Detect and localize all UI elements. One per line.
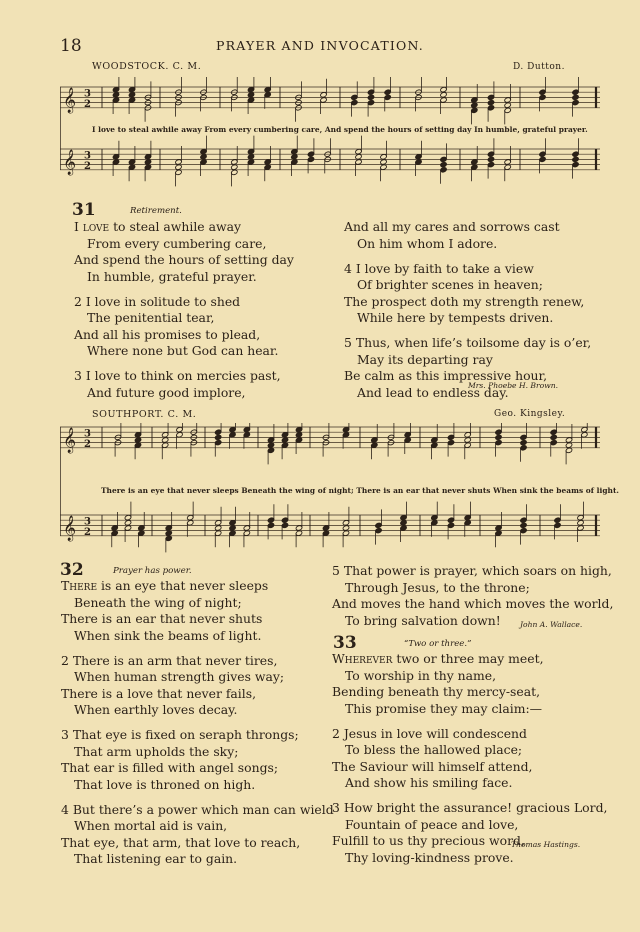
verse-line: This promise they may claim:— xyxy=(345,700,543,716)
lyric-underlay-woodstock: I love to steal awhile away From every cumbering care, And spend the hours of setting day In humble, grateful prayer. xyxy=(92,125,588,134)
hymn-31-right-column xyxy=(344,219,591,401)
verse-line: 4 I love by faith to take a view xyxy=(344,260,534,276)
verse-line: And show his smiling face. xyxy=(345,775,513,791)
svg-text:3: 3 xyxy=(84,88,91,100)
svg-text:3: 3 xyxy=(84,428,91,440)
verse-line: I love to steal awhile away xyxy=(74,219,241,234)
verse-line: The Saviour will himself attend, xyxy=(332,758,533,774)
composer-dutton: D. Dutton. xyxy=(513,62,565,72)
verse-line: Of brighter scenes in heaven; xyxy=(357,277,543,293)
svg-text:𝄞: 𝄞 xyxy=(63,87,77,113)
author-hastings: Thomas Hastings. xyxy=(511,840,581,849)
verse-line: To bless the hallowed place; xyxy=(345,742,523,758)
verse-line: The prospect doth my strength renew, xyxy=(344,293,585,309)
verse-line: That eye, that arm, that love to reach, xyxy=(61,834,301,850)
verse-line: Bending beneath thy mercy-seat, xyxy=(332,684,541,699)
author-brown: Mrs. Phoebe H. Brown. xyxy=(468,381,559,390)
verse-line: And moves the hand which moves the world, xyxy=(332,596,614,611)
lyric-underlay-southport: There is an eye that never sleeps Beneath the wing of night; There is an ear that never shuts When sink the beams of light. xyxy=(101,486,620,495)
hymn-number-32: 32 xyxy=(60,560,84,580)
author-wallace: John A. Wallace. xyxy=(520,620,583,629)
hymn-subtitle-32: Prayer has power. xyxy=(113,566,192,576)
hymn-number-31: 31 xyxy=(72,200,96,220)
svg-text:3: 3 xyxy=(84,516,91,528)
svg-text:2: 2 xyxy=(84,438,91,450)
verse-line: 3 I love to think on mercies past, xyxy=(74,368,281,384)
svg-text:2: 2 xyxy=(84,160,91,172)
verse-line: There is an ear that never shuts xyxy=(61,611,263,626)
verse-line: From every cumbering care, xyxy=(87,235,267,251)
hymn-32-left-column xyxy=(61,578,334,868)
verse-line: And all his promises to plead, xyxy=(74,326,261,342)
verse-line: Wherever two or three may meet, xyxy=(332,651,544,666)
verse-line: When mortal aid is vain, xyxy=(74,818,228,834)
verse-line: Fulfill to us thy precious word, xyxy=(332,833,525,849)
verse-line: When earthly loves decay. xyxy=(74,702,238,718)
hymn-subtitle-31: Retirement. xyxy=(130,206,182,216)
verse-line: Fountain of peace and love, xyxy=(345,816,519,832)
verse-line: That arm upholds the sky; xyxy=(74,743,239,759)
verse-line: In humble, grateful prayer. xyxy=(87,268,257,284)
verse-line: Through Jesus, to the throne; xyxy=(345,579,530,595)
verse-line: 3 How bright the assurance! gracious Lord, xyxy=(332,800,608,816)
hymn-31-left-column xyxy=(74,219,294,401)
page-title: PRAYER AND INVOCATION. xyxy=(216,38,424,53)
svg-text:𝄞: 𝄞 xyxy=(63,427,77,453)
svg-text:3: 3 xyxy=(84,150,91,162)
verse-line: Beneath the wing of night; xyxy=(74,594,242,610)
verse-line: Where none but God can hear. xyxy=(87,343,279,359)
svg-text:𝄞: 𝄞 xyxy=(63,149,77,175)
staff-notation xyxy=(60,77,600,197)
verse-line: When sink the beams of light. xyxy=(74,627,262,643)
composer-kingsley: Geo. Kingsley. xyxy=(494,409,566,419)
svg-text:𝄞: 𝄞 xyxy=(63,515,77,541)
verse-line: There is an eye that never sleeps xyxy=(61,578,269,593)
verse-line: 2 Jesus in love will condescend xyxy=(332,725,527,741)
verse-line: To worship in thy name, xyxy=(345,667,497,683)
hymn-number-33: 33 xyxy=(333,633,357,653)
svg-text:2: 2 xyxy=(84,98,91,110)
tune-name-woodstock: WOODSTOCK. C. M. xyxy=(92,61,202,72)
page-number: 18 xyxy=(60,36,82,56)
music-score-woodstock xyxy=(60,77,600,197)
verse-line: May its departing ray xyxy=(357,351,493,367)
verse-line: 2 There is an arm that never tires, xyxy=(61,652,278,668)
verse-line: The penitential tear, xyxy=(87,310,215,326)
verse-line: And all my cares and sorrows cast xyxy=(344,219,560,234)
hymn-subtitle-33: “Two or three.” xyxy=(404,639,472,649)
verse-line: 5 Thus, when life’s toilsome day is o’er, xyxy=(344,335,592,351)
verse-line: And lead to endless day. xyxy=(357,384,509,400)
verse-line: And spend the hours of setting day xyxy=(74,252,294,267)
verse-line: 4 But there’s a power which man can wield xyxy=(61,801,334,817)
verse-line: When human strength gives way; xyxy=(74,669,285,685)
verse-line: 3 That eye is fixed on seraph throngs; xyxy=(61,727,299,743)
verse-line: To bring salvation down! xyxy=(345,612,501,628)
verse-line: That ear is filled with angel songs; xyxy=(61,760,279,776)
verse-line: And future good implore, xyxy=(87,384,246,400)
verse-line: While here by tempests driven. xyxy=(357,310,554,326)
tune-name-southport: SOUTHPORT. C. M. xyxy=(92,409,197,420)
verse-line: 5 That power is prayer, which soars on high, xyxy=(332,563,612,578)
verse-line: 2 I love in solitude to shed xyxy=(74,293,241,309)
verse-line: On him whom I adore. xyxy=(357,235,498,251)
svg-text:2: 2 xyxy=(84,526,91,538)
verse-line: There is a love that never fails, xyxy=(61,685,257,701)
verse-line: Thy loving-kindness prove. xyxy=(345,849,514,865)
verse-line: That love is throned on high. xyxy=(74,776,256,792)
hymn-33-right-column xyxy=(332,651,607,866)
verse-line: Be calm as this impressive hour, xyxy=(344,368,548,384)
verse-line: That listening ear to gain. xyxy=(74,851,238,867)
